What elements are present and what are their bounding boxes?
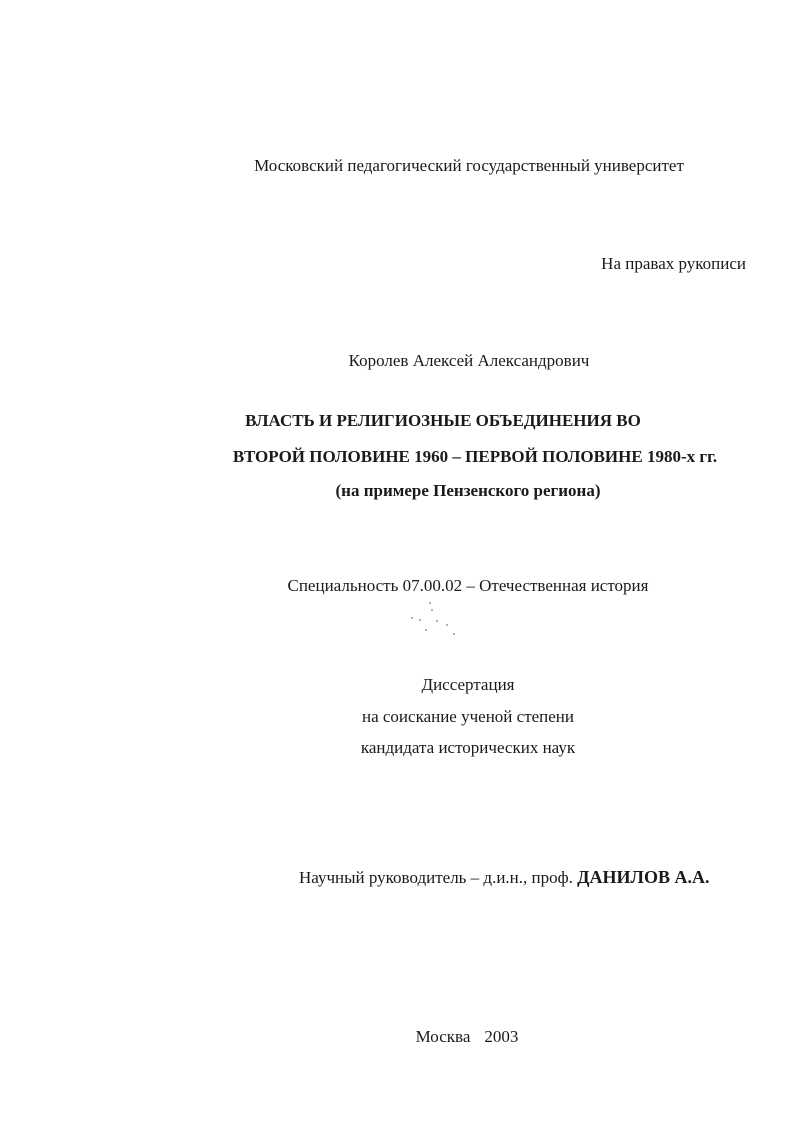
dissertation-title-line-2: ВТОРОЙ ПОЛОВИНЕ 1960 – ПЕРВОЙ ПОЛОВИНЕ 1980-х гг.: [232, 447, 718, 466]
dissertation-title-line-3: (на примере Пензенского региона): [335, 481, 601, 500]
city: Москва: [415, 1027, 471, 1046]
supervisor-prefix: Научный руководитель – д.и.н., проф.: [299, 868, 573, 887]
scan-specks: [405, 600, 465, 640]
city-year: [0, 1026, 793, 1048]
degree-line: на соискание ученой степени: [361, 707, 575, 726]
degree-field-line: кандидата исторических наук: [360, 738, 576, 757]
rights-note: На правах рукописи: [601, 254, 746, 273]
dissertation-title-line-1: ВЛАСТЬ И РЕЛИГИОЗНЫЕ ОБЪЕДИНЕНИЯ ВО: [245, 411, 641, 430]
author-name: Королев Алексей Александрович: [348, 351, 590, 370]
specialty: Специальность 07.00.02 – Отечественная история: [287, 576, 649, 595]
dissertation-label: Диссертация: [421, 675, 515, 694]
supervisor: [299, 866, 709, 889]
year: 2003: [484, 1027, 519, 1046]
supervisor-name: ДАНИЛОВ А.А.: [577, 867, 710, 887]
university-name: Московский педагогический государственный университет: [254, 156, 684, 175]
